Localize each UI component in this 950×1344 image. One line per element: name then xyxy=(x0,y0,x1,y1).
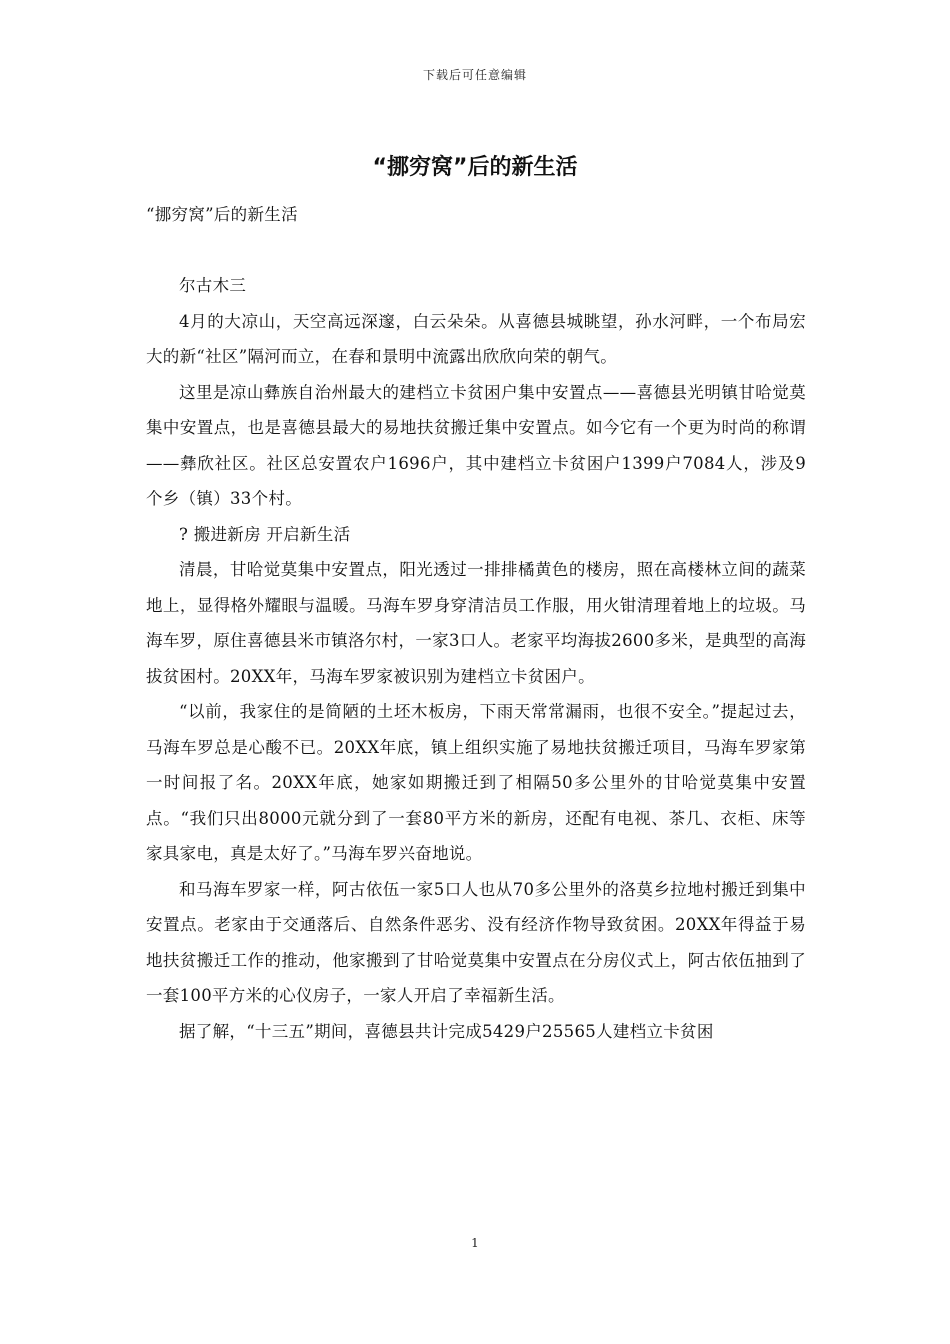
paragraph: 和马海车罗家一样，阿古依伍一家5口人也从70多公里外的洛莫乡拉地村搬迁到集中安置点。老家由于交通落后、自然条件恶劣、没有经济作物导致贫困。20XX年得益于易地扶贫搬迁工作的推动，他家搬到了甘哈觉莫集中安置点在分房仪式上，阿古依伍抽到了一套100平方米的心仪房子，一家人开启了幸福新生活。 xyxy=(146,879,806,1005)
section-heading: ? 搬进新房 开启新生活 xyxy=(179,524,351,544)
document-body xyxy=(146,197,806,1049)
paragraph: 4月的大凉山，天空高远深邃，白云朵朵。从喜德县城眺望，孙水河畔，一个布局宏大的新“社区”隔河而立，在春和景明中流露出欣欣向荣的朝气。 xyxy=(146,311,806,366)
paragraph: 据了解，“十三五”期间，喜德县共计完成5429户25565人建档立卡贫困 xyxy=(179,1021,714,1041)
document-title: “挪穷窝”后的新生活 xyxy=(372,155,578,180)
header-note: 下载后可任意编辑 xyxy=(422,68,527,82)
paragraph: 这里是凉山彝族自治州最大的建档立卡贫困户集中安置点——喜德县光明镇甘哈觉莫集中安置点，也是喜德县最大的易地扶贫搬迁集中安置点。如今它有一个更为时尚的称谓——彝欣社区。社区总安置农户1696户，其中建档立卡贫困户1399户7084人，涉及9个乡（镇）33个村。 xyxy=(146,382,806,508)
paragraph: “以前，我家住的是简陋的土坯木板房，下雨天常常漏雨，也很不安全。”提起过去，马海车罗总是心酸不已。20XX年底，镇上组织实施了易地扶贫搬迁项目，马海车罗家第一时间报了名。20XX年底，她家如期搬迁到了相隔50多公里外的甘哈觉莫集中安置点。“我们只出8000元就分到了一套80平方米的新房，还配有电视、茶几、衣柜、床等家具家电，真是太好了。”马海车罗兴奋地说。 xyxy=(146,702,806,863)
blank-line xyxy=(146,233,806,269)
page-number: 1 xyxy=(471,1236,479,1250)
paragraph: 清晨，甘哈觉莫集中安置点，阳光透过一排排橘黄色的楼房，照在高楼林立间的蔬菜地上，显得格外耀眼与温暖。马海车罗身穿清洁员工作服，用火钳清理着地上的垃圾。马海车罗，原住喜德县米市镇洛尔村，一家3口人。老家平均海拔2600多米，是典型的高海拔贫困村。20XX年，马海车罗家被识别为建档立卡贫困户。 xyxy=(146,560,806,686)
document-subtitle: “挪穷窝”后的新生活 xyxy=(146,205,298,224)
author-line: 尔古木三 xyxy=(179,276,247,295)
